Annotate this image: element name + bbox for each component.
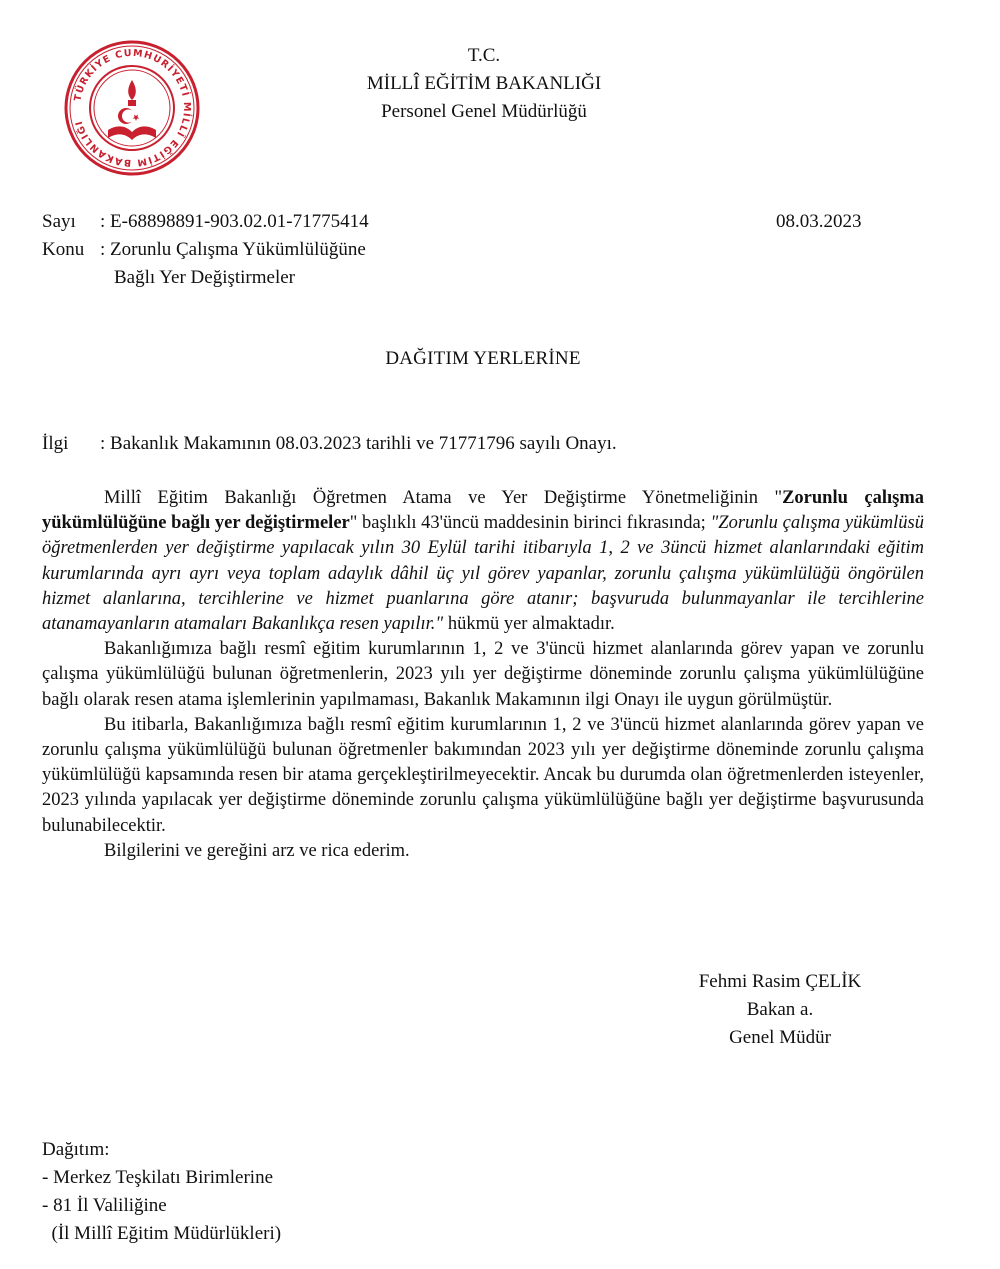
header-directorate: Personel Genel Müdürlüğü — [381, 101, 587, 122]
recipient-title: DAĞITIM YERLERİNE — [385, 348, 581, 369]
svg-text:TÜRKİYE CUMHURİYETİ MİLLÎ EĞİT: TÜRKİYE CUMHURİYETİ MİLLÎ EĞİTİM BAKANLIĞI — [72, 47, 193, 169]
sayi-label: Sayı — [42, 211, 76, 232]
signatory-role-1: Bakan a. — [746, 999, 814, 1020]
signatory-role-2: Genel Müdür — [729, 1027, 831, 1048]
body-paragraph-1 — [42, 486, 924, 637]
document-date: 08.03.2023 — [776, 211, 862, 232]
body-paragraph-2: Bakanlığımıza bağlı resmî eğitim kurumlarının 1, 2 ve 3'üncü hizmet alanlarında görev yapan ve zorunlu çalışma yükümlülüğü bulunan öğretmenlerin, 2023 yılı yer değiştirme döneminde zorunlu çalışma yükümlülüğüne bağlı olarak resen atama işlemlerinin yapılmaması, Bakanlık Makamının ilgi Onayı ile uygun görülmüştür. — [42, 639, 924, 710]
distribution-item: - 81 İl Valiliğine — [42, 1195, 167, 1216]
ministry-seal-logo — [62, 38, 202, 178]
ilgi-value: : Bakanlık Makamının 08.03.2023 tarihli ve 71771796 sayılı Onayı. — [100, 433, 617, 454]
p1-text-b: " başlıklı 43'üncü maddesinin birinci fıkrasında; — [349, 513, 711, 534]
sayi-value: : E-68898891-903.02.01-71775414 — [100, 211, 369, 232]
letter-body — [42, 486, 924, 864]
letterhead — [284, 42, 684, 126]
ilgi-label: İlgi — [42, 433, 69, 454]
signature-block — [660, 968, 900, 1052]
distribution-item: (İl Millî Eğitim Müdürlükleri) — [42, 1223, 282, 1244]
konu-value-line1: : Zorunlu Çalışma Yükümlülüğüne — [100, 239, 366, 260]
header-ministry: MİLLÎ EĞİTİM BAKANLIĞI — [366, 73, 602, 94]
p1-text-a: Millî Eğitim Bakanlığı Öğretmen Atama ve Yer Değiştirme Yönetmeliğinin " — [104, 488, 783, 508]
distribution-label: Dağıtım: — [42, 1139, 110, 1160]
distribution-item: - Merkez Teşkilatı Birimlerine — [42, 1167, 273, 1188]
p1-bold-heading: Zorunlu çalışma yükümlülüğüne bağlı yer değiştirmeler — [42, 488, 924, 534]
p1-quoted-regulation: "Zorunlu çalışma yükümlüsü öğretmenlerden yer değiştirme yapılacak yılın 30 Eylül tarihi itibarıyla 1, 2 ve 3üncü hizmet alanlarındaki eğitim kurumlarında ayrı ayrı veya toplam adaylık dâhil üç yıl görev yapanlar, zorunlu çalışma yükümlülüğü öngörülen hizmet alanlarına, tercihlerine ve hizmet puanlarına göre atanır; başvuruda bulunmayanlar ile tercihlerine atanamayanların atamaları Bakanlıkça resen yapılır." — [42, 513, 924, 635]
konu-label: Konu — [42, 239, 85, 260]
body-paragraph-4: Bilgilerini ve gereğini arz ve rica ederim. — [104, 840, 410, 861]
distribution-list — [42, 1136, 281, 1248]
seal-icon — [62, 38, 202, 178]
konu-value-line2: Bağlı Yer Değiştirmeler — [114, 267, 296, 288]
body-paragraph-3: Bu itibarla, Bakanlığımıza bağlı resmî eğitim kurumlarının 1, 2 ve 3'üncü hizmet alanlarında görev yapan ve zorunlu çalışma yükümlülüğü bulunan öğretmenler bakımından 2023 yılı yer değiştirme döneminde zorunlu çalışma yükümlülüğü kapsamında resen bir atama gerçekleştirilmeyecektir. Ancak bu durumda olan öğretmenlerden isteyenler, 2023 yılında yapılacak yer değiştirme döneminde zorunlu çalışma yükümlülüğüne bağlı yer değiştirme başvurusunda bulunabilecektir. — [42, 714, 924, 836]
p1-text-c: hükmü yer almaktadır. — [443, 614, 615, 635]
signatory-name: Fehmi Rasim ÇELİK — [698, 971, 862, 992]
header-tc: T.C. — [467, 45, 501, 66]
